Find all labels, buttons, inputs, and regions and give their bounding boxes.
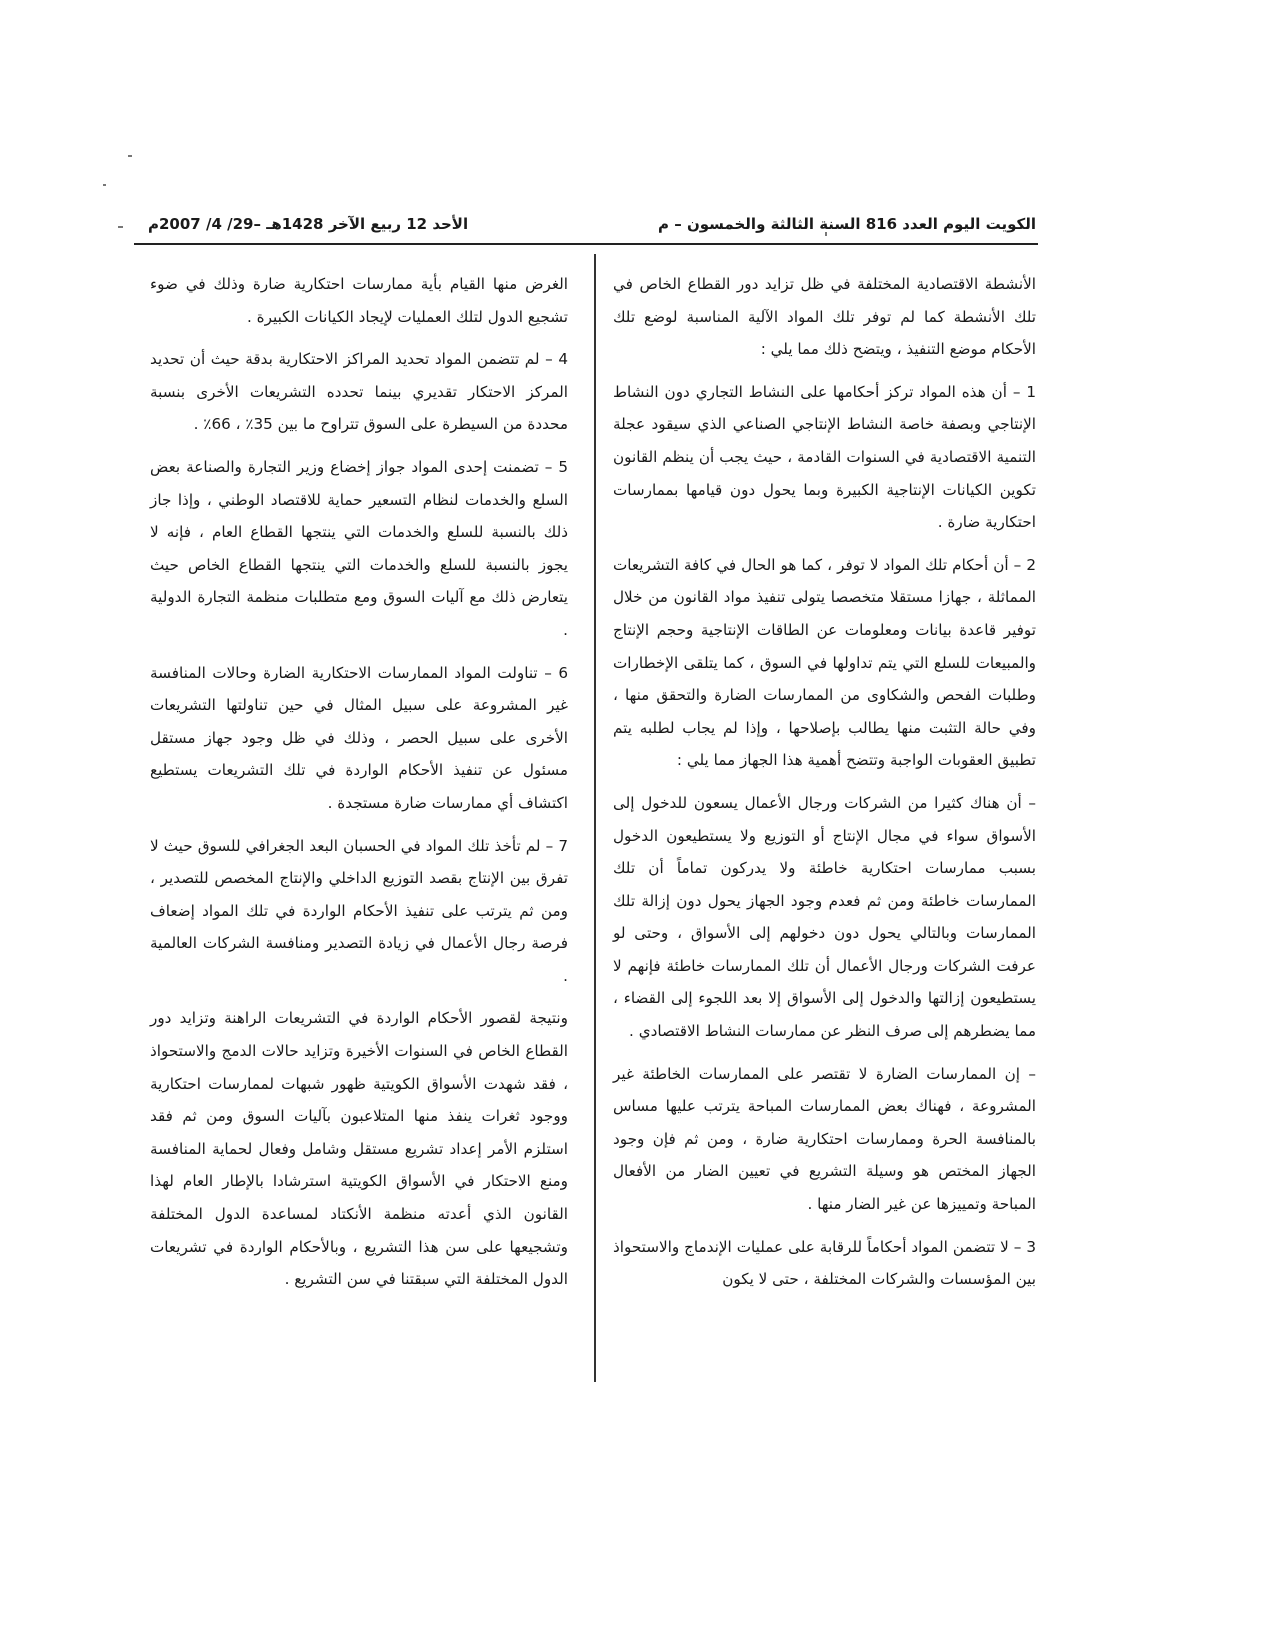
page-header — [148, 207, 1036, 241]
scan-speck — [103, 184, 106, 186]
paragraph: 1 – أن هذه المواد تركز أحكامها على النشاط التجاري دون النشاط الإنتاجي وبصفة خاصة النشاط الإنتاجي الصناعي الذي سيقود عجلة التنمية الاقتصادية في السنوات القادمة ، حيث يجب أن ينظم القانون تكوين الكيانات الإنتاجية الكبيرة وبما يحول دون قيامها بممارسات احتكارية ضارة . — [613, 382, 1036, 532]
paragraph: – إن الممارسات الضارة لا تقتصر على الممارسات الخاطئة غير المشروعة ، فهناك بعض الممارسات المباحة يترتب عليها مساس بالمنافسة الحرة وممارسات احتكارية ضارة ، ومن ثم فإن وجود الجهاز المختص هو وسيلة التشريع في تعيين الضار من الأفعال المباحة وتمييزها عن غير الضار منها . — [613, 1064, 1036, 1214]
paragraph: ونتيجة لقصور الأحكام الواردة في التشريعات الراهنة وتزايد دور القطاع الخاص في السنوات الأخيرة وتزايد حالات الدمج والاستحواذ ، فقد شهدت الأسواق الكويتية ظهور شبهات لممارسات احتكارية ووجود ثغرات ينفذ منها المتلاعبون بآليات السوق ومن ثم فقد استلزم الأمر إعداد تشريع مستقل وشامل وفعال لحماية المنافسة ومنع الاحتكار في الأسواق الكويتية استرشادا بالإطار العام لهذا القانون الذي أعدته منظمة الأنكتاد لمساعدة الدول المختلفة وتشجيعها على سن هذا التشريع ، وبالأحكام الواردة في تشريعات الدول المختلفة التي سبقتنا في سن التشريع . — [150, 1009, 568, 1289]
column-divider — [594, 254, 596, 1382]
paragraph: 7 – لم تأخذ تلك المواد في الحسبان البعد الجغرافي للسوق حيث لا تفرق بين الإنتاج بقصد التوزيع الداخلي والإنتاج المخصص للتصدير ، ومن ثم يترتب على تنفيذ الأحكام الواردة في تلك المواد إضعاف فرصة رجال الأعمال في زيادة التصدير ومنافسة الشركات العالمية . — [150, 836, 568, 985]
paragraph: 6 – تناولت المواد الممارسات الاحتكارية الضارة وحالات المنافسة غير المشروعة على سبيل المثال في حين تناولتها التشريعات الأخرى على سبيل الحصر ، وذلك في ظل وجود جهاز مستقل مسئول عن تنفيذ الأحكام الواردة في تلك التشريعات يستطيع اكتشاف أي ممارسات ضارة مستجدة . — [150, 663, 568, 812]
header-rule — [134, 243, 1038, 245]
scan-speck — [128, 155, 132, 157]
paragraph: – أن هناك كثيرا من الشركات ورجال الأعمال يسعون للدخول إلى الأسواق سواء في مجال الإنتاج أو التوزيع ولا يستطيعون الدخول بسبب ممارسات احتكارية خاطئة ولا يدركون تماماً أن تلك الممارسات خاطئة ومن ثم فعدم وجود الجهاز يحول دون إزالة تلك الممارسات وبالتالي يحول دون دخولهم إلى الأسواق ، وحتى لو عرفت الشركات ورجال الأعمال أن تلك الممارسات خاطئة فإنهم لا يستطيعون إزالتها والدخول إلى الأسواق إلا بعد اللجوء إلى القضاء ، مما يضطرهم إلى صرف النظر عن ممارسات النشاط الاقتصادي . — [613, 793, 1036, 1041]
right-column — [613, 268, 1036, 1306]
left-column — [150, 268, 568, 1306]
scan-speck — [118, 226, 123, 228]
paragraph: 4 – لم تتضمن المواد تحديد المراكز الاحتكارية بدقة حيث أن تحديد المركز الاحتكار تقديري بينما تحدده التشريعات الأخرى بنسبة محددة من السيطرة على السوق تتراوح ما بين 35٪ ، 66٪ . — [150, 350, 568, 434]
paragraph: 3 – لا تتضمن المواد أحكاماً للرقابة على عمليات الإندماج والاستحواذ بين المؤسسات والشركات المختلفة ، حتى لا يكون — [613, 1237, 1036, 1289]
paragraph: الغرض منها القيام بأية ممارسات احتكارية ضارة وذلك في ضوء تشجيع الدول لتلك العمليات لإيجاد الكيانات الكبيرة . — [150, 275, 568, 326]
paragraph: 5 – تضمنت إحدى المواد جواز إخضاع وزير التجارة والصناعة بعض السلع والخدمات لنظام التسعير حماية للاقتصاد الوطني ، وإذا جاز ذلك بالنسبة للسلع والخدمات التي ينتجها القطاع العام ، فإنه لا يجوز بالنسبة للسلع والخدمات التي ينتجها القطاع الخاص حيث يتعارض ذلك مع آليات السوق ومع متطلبات منظمة التجارة الدولية . — [150, 457, 568, 639]
paragraph: الأنشطة الاقتصادية المختلفة في ظل تزايد دور القطاع الخاص في تلك الأنشطة كما لم توفر تلك المواد الآلية المناسبة لوضع تلك الأحكام موضع التنفيذ ، ويتضح ذلك مما يلي : — [613, 275, 1036, 359]
header-issue-info: الكويت اليوم العدد 816 السنة الثالثة والخمسون – م — [658, 215, 1036, 233]
header-date: الأحد 12 ربيع الآخر 1428هـ –29/ 4/ 2007م — [148, 215, 469, 233]
paragraph: 2 – أن أحكام تلك المواد لا توفر ، كما هو الحال في كافة التشريعات المماثلة ، جهازا مستقلا متخصصا يتولى تنفيذ مواد القانون من خلال توفير قاعدة بيانات ومعلومات عن الطاقات الإنتاجية وحجم الإنتاج والمبيعات للسلع التي يتم تداولها في السوق ، كما يتلقى الإخطارات وطلبات الفحص والشكاوى من الممارسات الضارة والتحقق منها ، وفي حالة التثبت منها يطالب بإصلاحها ، وإذا لم يجاب لطلبه يتم تطبيق العقوبات الواجبة وتتضح أهمية هذا الجهاز مما يلي : — [613, 555, 1036, 770]
